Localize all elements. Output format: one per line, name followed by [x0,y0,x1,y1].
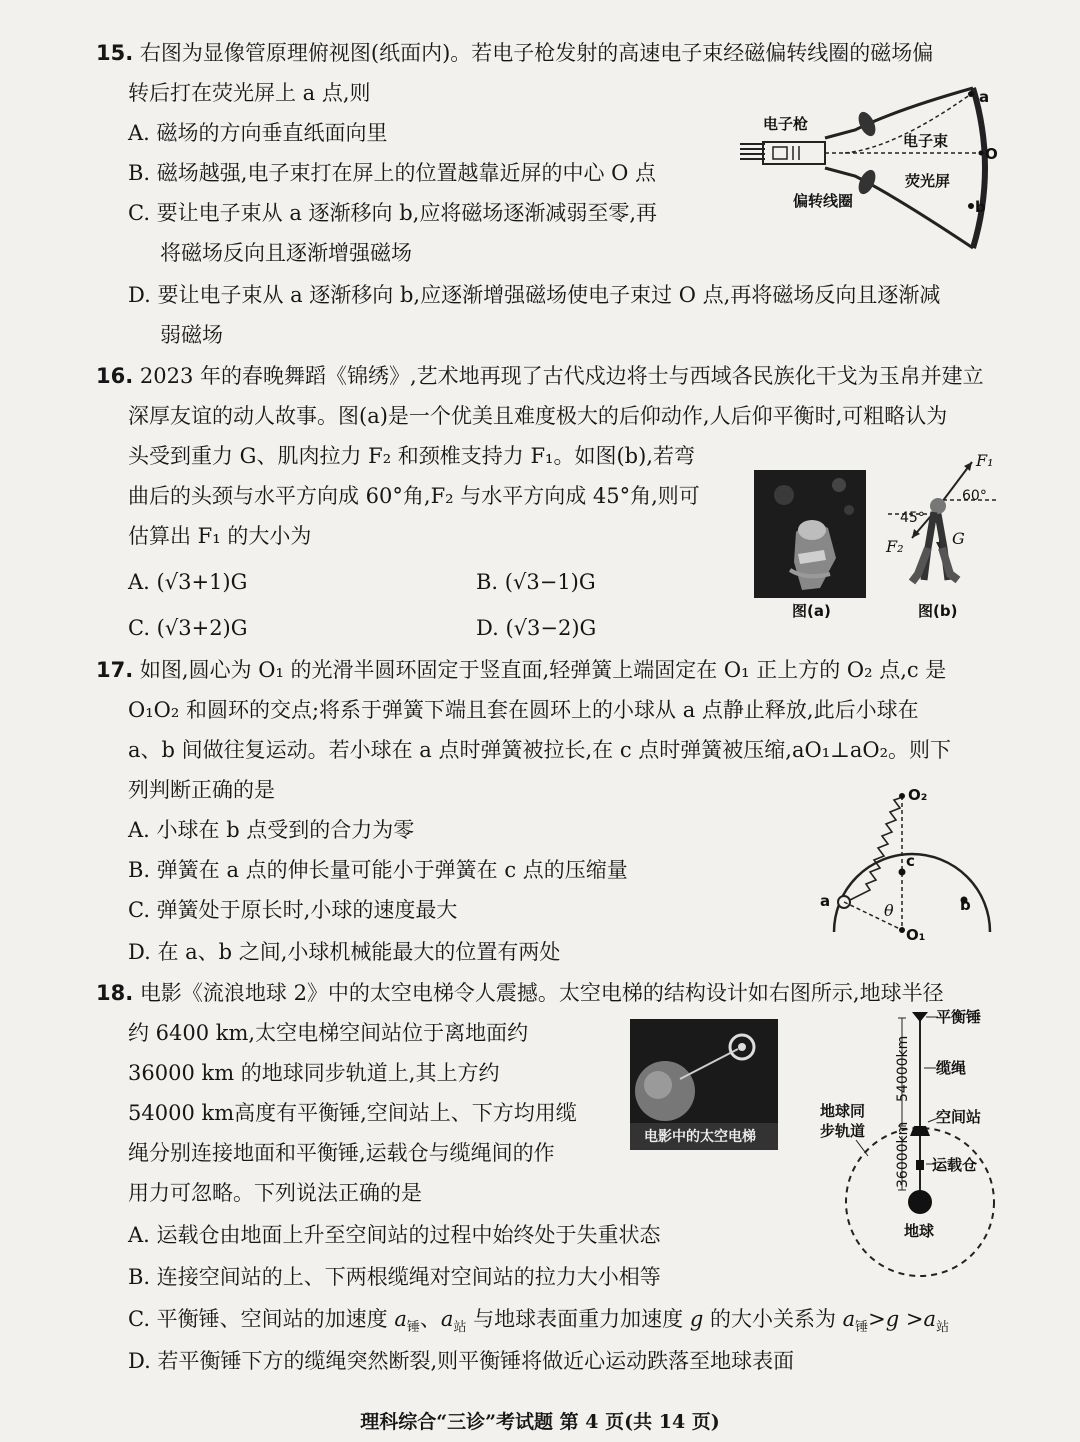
q15-line1 [96,33,933,73]
label-O1: O₁ [906,926,926,944]
dancer-body [924,512,948,580]
label-geo-orbit-1: 地球同 [820,1102,866,1120]
label-F2: F₂ [886,537,904,556]
a-zhan-subscript: 站 [453,1320,467,1336]
q16-stem-line1: 2023 年的春晚舞蹈《锦绣》,艺术地再现了古代戍边将士与西域各民族化干戈为玉帛并建立 [139,364,984,388]
q18-stem-line2: 约 6400 km,太空电梯空间站位于离地面约 [128,1021,529,1045]
q16-option-a: A. (√3+1)G [128,570,248,594]
label-54000km: 54000km [895,1035,911,1102]
g-symbol-2: g [885,1307,900,1331]
q17-option-d: D. 在 a、b 之间,小球机械能最大的位置有两处 [128,940,561,964]
q15-stem-line1: 右图为显像管原理俯视图(纸面内)。若电子枪发射的高速电子束经磁偏转线圈的磁场偏 [139,41,934,65]
label-theta: θ [884,901,894,920]
caption-figure-a: 图(a) [792,602,831,620]
q16-stem-line4: 曲后的头颈与水平方向成 60°角,F₂ 与水平方向成 45°角,则可 [128,484,700,508]
label-counterweight: 平衡锤 [936,1008,982,1026]
q16-dance-photo [754,470,866,598]
caption-figure-b: 图(b) [918,602,958,620]
q15-option-c1: C. 要让电子束从 a 逐渐移向 b,应将磁场逐渐减弱至零,再 [128,201,658,225]
label-electron-beam: 电子束 [903,132,949,150]
q18-number: 18. [96,981,134,1005]
q15-number: 15. [96,41,134,65]
a-zhan-symbol-2: a [923,1307,937,1331]
label-deflection-coil: 偏转线圈 [793,192,854,210]
q16-stem-line2: 深厚友谊的动人故事。图(a)是一个优美且难度极大的后仰动作,人后仰平衡时,可粗略认为 [128,404,948,428]
electron-gun-icon [740,142,825,164]
label-station: 空间站 [936,1108,982,1126]
q18-option-c-post: 的大小关系为 [703,1307,843,1331]
label-F1: F₁ [976,452,994,470]
q15-option-a: A. 磁场的方向垂直纸面向里 [128,121,388,145]
label-c: c [906,852,915,870]
q18-stem-line1: 电影《流浪地球 2》中的太空电梯令人震撼。太空电梯的结构设计如右图所示,地球半径 [139,981,944,1005]
q18-stem-line5: 绳分别连接地面和平衡锤,运载仓与缆绳间的作 [128,1141,555,1165]
q18-space-elevator-diagram [812,1004,1007,1288]
q17-stem-line3: a、b 间做往复运动。若小球在 a 点时弹簧被拉长,在 c 点时弹簧被压缩,aO₁⊥aO₂。则下 [128,738,952,762]
q18-option-b: B. 连接空间站的上、下两根缆绳对空间站的拉力大小相等 [128,1265,661,1289]
q16-number: 16. [96,364,134,388]
label-36000km: 36000km [895,1121,911,1188]
q18-movie-photo [630,1019,778,1150]
q18-stem-line3: 36000 km 的地球同步轨道上,其上方约 [128,1061,500,1085]
label-b: b [960,896,971,914]
q16-stem-line5: 估算出 F₁ 的大小为 [128,524,312,548]
a-chui-subscript: 锤 [406,1320,420,1336]
q17-line1 [96,650,946,690]
a-zhan-symbol: a [440,1307,454,1331]
label-angle-60: 60° [962,488,987,504]
fluorescent-screen [973,88,985,248]
q18-option-c-mid: 与地球表面重力加速度 [466,1307,690,1331]
label-capsule: 运载仓 [932,1156,978,1174]
label-earth: 地球 [904,1222,935,1240]
q17-option-b: B. 弹簧在 a 点的伸长量可能小于弹簧在 c 点的压缩量 [128,858,628,882]
label-point-o: O [985,145,998,163]
q16-option-b: B. (√3−1)G [476,570,596,594]
label-screen: 荧光屏 [905,172,951,190]
page-footer: 理科综合“三诊”考试题 第 4 页(共 14 页) [360,1411,720,1433]
point-c-dot [899,869,906,876]
label-point-b: b [975,198,986,216]
counterweight-icon [912,1012,928,1022]
q18-stem-line4: 54000 km高度有平衡锤,空间站上、下方均用缆 [128,1101,577,1125]
q17-ring-spring-figure [810,782,1000,952]
spring-icon [850,798,900,900]
q18-stem-line6: 用力可忽略。下列说法正确的是 [128,1181,422,1205]
q18-option-c-pre: C. 平衡锤、空间站的加速度 [128,1307,395,1331]
q15-option-b: B. 磁场越强,电子束打在屏上的位置越靠近屏的中心 O 点 [128,161,657,185]
q17-stem-line1: 如图,圆心为 O₁ 的光滑半圆环固定于竖直面,轻弹簧上端固定在 O₁ 正上方的 O₂ 点,c 是 [139,658,947,682]
q16-force-diagram [878,452,1008,602]
q15-option-c2: 将磁场反向且逐渐增强磁场 [160,241,412,265]
label-G: G [952,529,965,548]
a-chui-subscript-2: 锤 [855,1320,869,1336]
separator: 、 [419,1307,441,1331]
q16-stem-line3: 头受到重力 G、肌肉拉力 F₂ 和颈椎支持力 F₁。如图(b),若弯 [128,444,695,468]
q16-line1 [96,356,984,396]
q18-option-d: D. 若平衡锤下方的缆绳突然断裂,则平衡锤将做近心运动跌落至地球表面 [128,1349,795,1373]
q17-number: 17. [96,658,134,682]
q16-option-d: D. (√3−2)G [476,616,597,640]
q17-stem-line2: O₁O₂ 和圆环的交点;将系于弹簧下端且套在圆环上的小球从 a 点静止释放,此后小球在 [128,698,919,722]
gt-1: > [868,1307,886,1331]
capsule-icon [916,1160,924,1170]
label-cable: 缆绳 [936,1059,967,1077]
q15-option-d1: D. 要让电子束从 a 逐渐移向 b,应逐渐增强磁场使电子束过 O 点,再将磁场反向且逐渐减 [128,283,941,307]
earth-icon [908,1190,932,1214]
label-a: a [820,892,831,910]
label-geo-orbit-2: 步轨道 [820,1122,866,1140]
q16-captions [754,598,1004,626]
label-angle-45: 45° [900,510,925,526]
a-zhan-subscript-2: 站 [936,1320,950,1336]
crt-tube-outline [825,88,973,248]
g-symbol: g [689,1307,704,1331]
q16-option-c: C. (√3+2)G [128,616,248,640]
q17-option-c: C. 弹簧处于原长时,小球的速度最大 [128,898,458,922]
photo-caption: 电影中的太空电梯 [644,1129,756,1145]
gt-2: > [905,1307,924,1331]
q15-option-d2: 弱磁场 [160,323,223,347]
q15-stem-line2: 转后打在荧光屏上 a 点,则 [128,81,371,105]
label-O2: O₂ [908,786,928,804]
q15-crt-figure [735,82,1005,254]
q18-option-a: A. 运载仓由地面上升至空间站的过程中始终处于失重状态 [128,1223,661,1247]
a-chui-symbol-2: a [842,1307,856,1331]
q17-option-a: A. 小球在 b 点受到的合力为零 [128,818,415,842]
label-point-a: a [979,88,990,106]
a-chui-symbol: a [394,1307,407,1331]
q17-stem-line4: 列判断正确的是 [128,778,275,802]
label-electron-gun: 电子枪 [763,115,809,133]
